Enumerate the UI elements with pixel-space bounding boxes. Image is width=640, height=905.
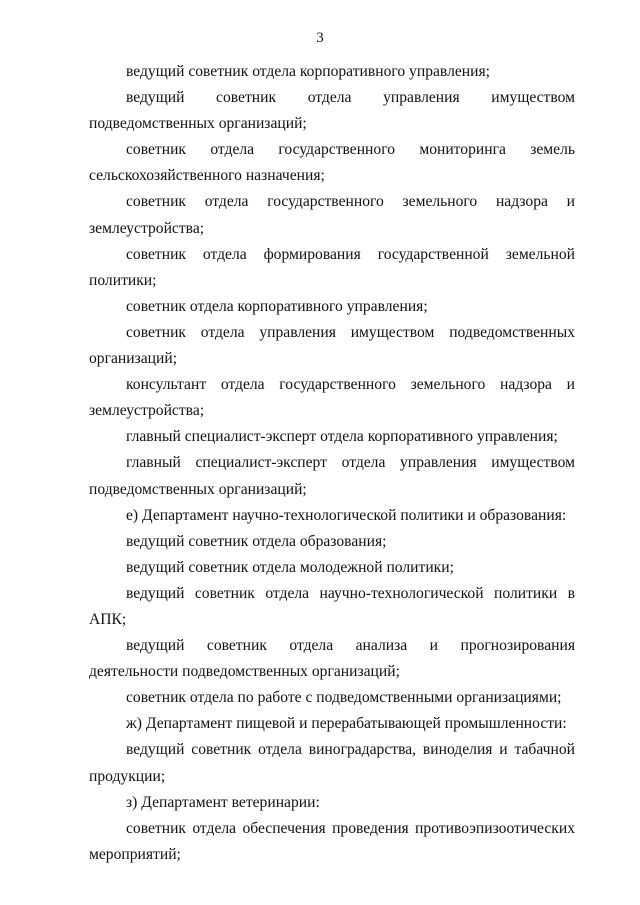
paragraph: ведущий советник отдела управления имуществом подведомственных организаций;: [89, 89, 575, 133]
paragraph: советник отдела государственного мониторинга земель сельскохозяйственного назначения;: [89, 141, 575, 185]
paragraph: советник отдела корпоративного управления;: [126, 297, 428, 315]
paragraph: главный специалист-эксперт отдела корпоративного управления;: [126, 428, 558, 446]
paragraph: ведущий советник отдела виноградарства, виноделия и табачной продукции;: [89, 741, 575, 785]
section-heading-z: з) Департамент ветеринарии:: [126, 793, 320, 811]
paragraph: ведущий советник отдела научно-технологической политики в АПК;: [89, 584, 575, 628]
paragraph: советник отдела по работе с подведомственными организациями;: [126, 689, 562, 707]
section-heading-e: е) Департамент научно-технологической политики и образования:: [126, 506, 567, 524]
paragraph: ведущий советник отдела образования;: [126, 532, 387, 550]
paragraph: главный специалист-эксперт отдела управления имуществом подведомственных организаций;: [89, 454, 575, 498]
paragraph: ведущий советник отдела корпоративного управления;: [126, 63, 490, 80]
paragraph: консультант отдела государственного земельного надзора и землеустройства;: [89, 376, 575, 420]
paragraph: советник отдела обеспечения проведения противоэпизоотических мероприятий;: [89, 819, 575, 863]
document-body: [89, 59, 575, 868]
paragraph: ведущий советник отдела анализа и прогнозирования деятельности подведомственных организаций;: [89, 637, 575, 681]
paragraph: советник отдела формирования государственной земельной политики;: [89, 245, 575, 289]
paragraph: советник отдела управления имуществом подведомственных организаций;: [89, 323, 575, 368]
paragraph: ведущий советник отдела молодежной политики;: [126, 558, 454, 576]
paragraph: советник отдела государственного земельного надзора и землеустройства;: [89, 193, 575, 237]
section-heading-zh: ж) Департамент пищевой и перерабатывающей промышленности:: [126, 715, 567, 733]
page-number: 3: [316, 30, 324, 46]
